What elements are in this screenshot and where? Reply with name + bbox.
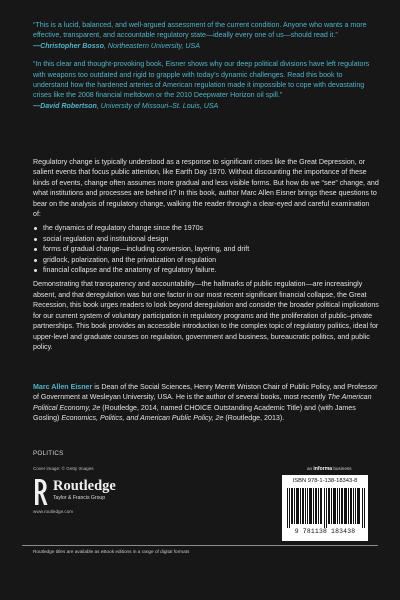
description-closing: Demonstrating that transparency and accountability—the hallmarks of public regulation—are increasingly absent, and that deregulation was but one factor in our most recent significant financial collapse, the Great Recession, this book urges readers to look beyond deregulation and consider the broader political implications for our current system of voluntary participation in regulatory programs and the proliferation of public–private partnerships. This book provides an accessible introduction to the complex topic of regulatory politics, ideal for upper-level and graduate courses on regulation, government and business, bureaucratic politics, and public policy. (33, 280, 379, 351)
topic-item: the dynamics of regulatory change since the 1970s (33, 223, 379, 233)
topic-item: social regulation and institutional design (33, 234, 379, 244)
topic-item: forms of gradual change—including conversion, layering, and drift (33, 244, 379, 254)
author-bio: Marc Allen Eisner is Dean of the Social Sciences, Henry Merritt Wriston Chair of Public Policy, and Professor of Government at Wesleyan University, USA. He is the author of several books, most recently The American Political Economy, 2e (Routledge, 2014, named CHOICE Outstanding Academic Title) and (with James Gosling) Economics, Politics, and American Public Policy, 2e (Routledge, 2013). (33, 383, 378, 423)
endorsement-quote (33, 59, 379, 111)
endorsement-text: “This is a lucid, balanced, and well-argued assessment of the current condition. Anyone who wants a more effective, transparent, and accountable regulatory state—ideally every one of us—should read it.” (33, 21, 367, 40)
cover-credit: Cover image: © Getty Images (33, 466, 94, 471)
footer-divider (22, 545, 378, 546)
informa-tagline: an informa business (307, 466, 352, 472)
topic-list (33, 223, 379, 275)
routledge-r-icon (33, 478, 48, 506)
isbn-label: ISBN 978-1-138-18343-8 (292, 478, 358, 484)
publisher-url: www.routledge.com (33, 509, 74, 514)
endorsement-affiliation: , University of Missouri–St. Louis, USA (96, 101, 219, 110)
endorsements (33, 20, 379, 111)
barcode-number: 9 781138 183438 (294, 528, 356, 535)
endorsement-author: —David Robertson, University of Missouri–St. Louis, USA (33, 101, 219, 110)
ebook-note: Routledge titles are available as eBook editions in a range of digital formats (33, 549, 190, 554)
endorsement-text: “In this clear and thought-provoking book, Eisner shows why our deep political divisions have left regulators with weapons too outdated and rigid to grapple with today’s dynamic challenges. Read this book to understand how the hardened arteries of American regulation made it impossible to cope with devastating crises like the 2008 financial meltdown or the 2010 Deepwater Horizon oil spill.” (33, 60, 370, 100)
author-name: Marc Allen Eisner (33, 383, 93, 391)
topic-item: financial collapse and the anatomy of regulatory failure. (33, 265, 379, 275)
barcode-icon (287, 488, 365, 528)
barcode-panel (282, 475, 368, 541)
book-description (33, 157, 379, 352)
endorsement-affiliation: , Northeastern University, USA (103, 41, 201, 50)
endorsement-author: —Christopher Bosso, Northeastern University, USA (33, 41, 201, 50)
subject-category: POLITICS (33, 450, 64, 457)
book-title: Economics, Politics, and American Public Policy, 2e (61, 414, 224, 423)
publisher-name: Routledge (53, 478, 116, 494)
endorsement-quote (33, 20, 379, 51)
description-intro: Regulatory change is typically understood as a response to significant crises like the Great Depression, or salient events that focus public attention, like Earth Day 1970. Without discounting the importance of these kinds of events, change often assumes more gradual and less visible forms. But how do we “see” change, and what institutions and processes are behind it? In this book, author Marc Allen Eisner brings these questions to bear on the analysis of regulatory change, walking the reader through a clear-eyed and careful examination of: (33, 158, 379, 219)
informa-brand: informa (313, 466, 333, 472)
topic-item: gridlock, polarization, and the privatization of regulation (33, 255, 379, 265)
publisher-group: Taylor & Francis Group (53, 495, 106, 501)
book-title: The American Political Economy, 2e (33, 393, 372, 412)
publisher-logo (33, 478, 143, 516)
